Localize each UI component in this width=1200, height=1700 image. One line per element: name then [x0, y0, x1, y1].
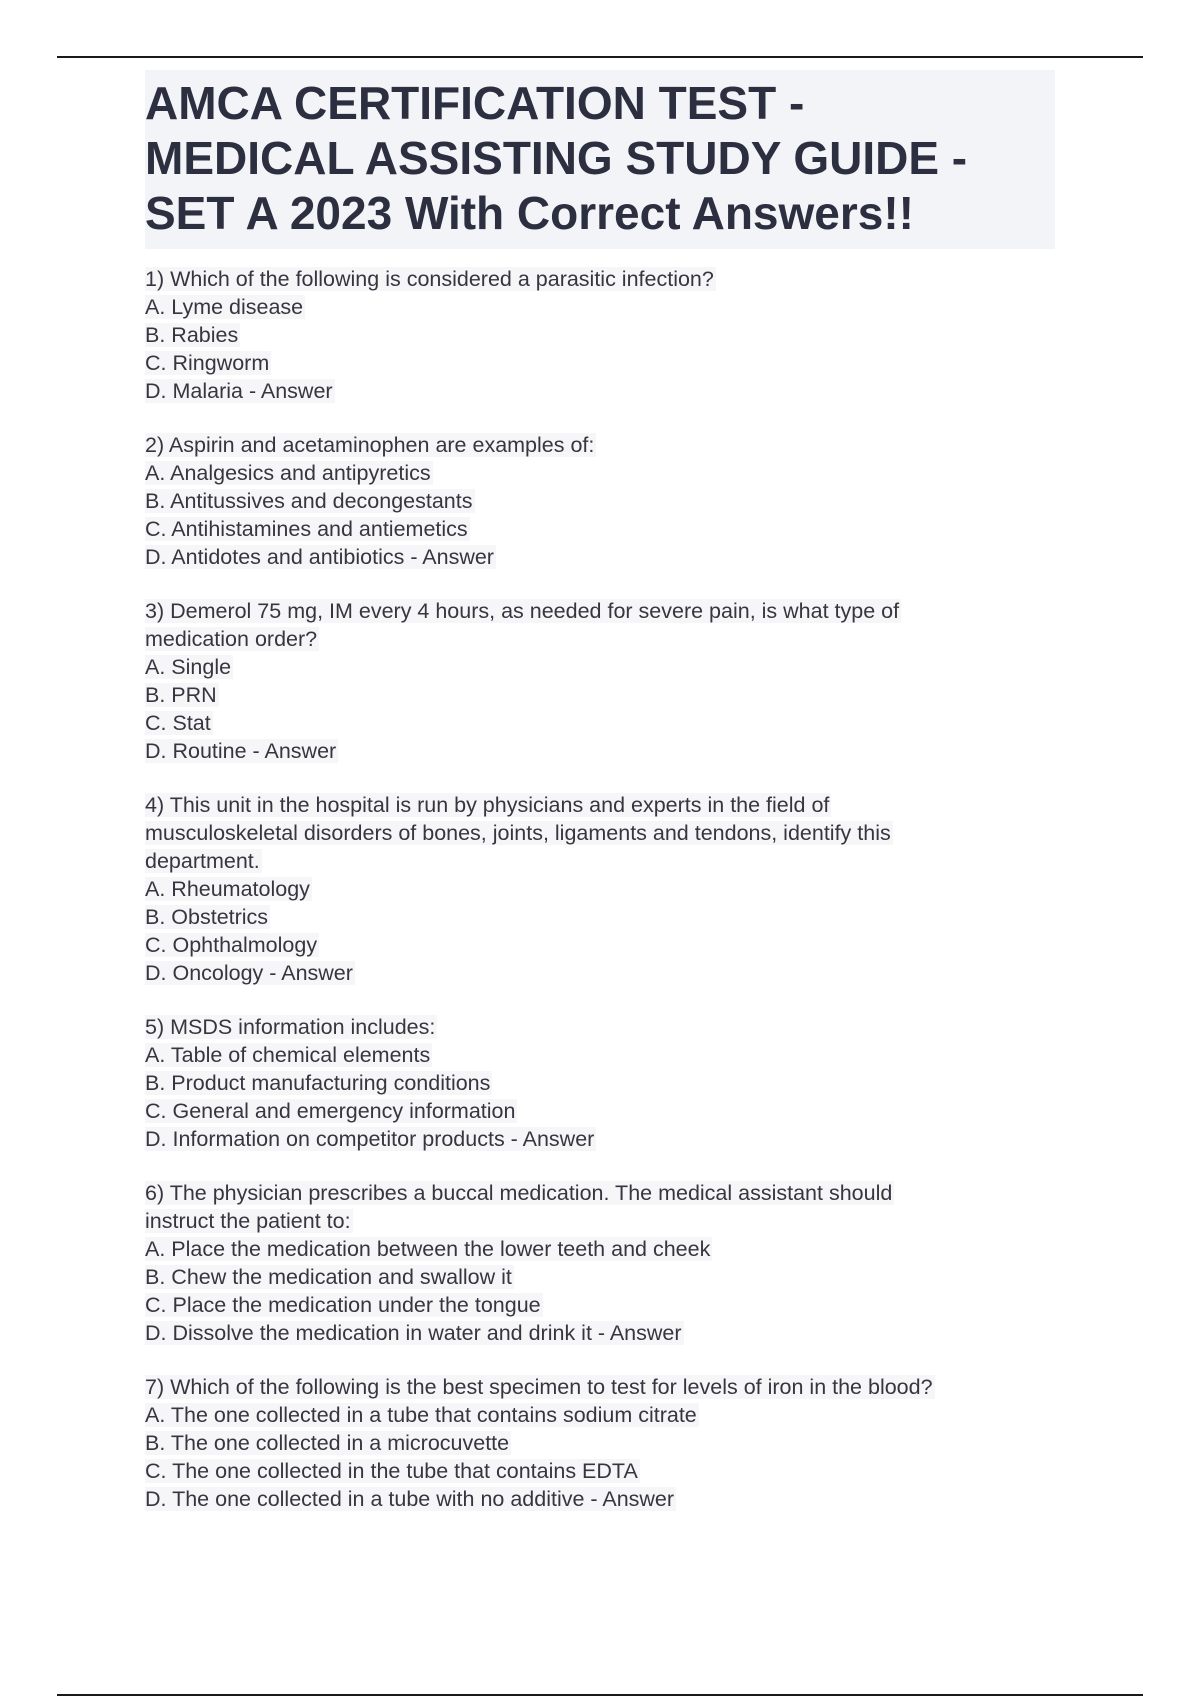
answer-option — [145, 515, 1065, 543]
title-line: MEDICAL ASSISTING STUDY GUIDE - — [145, 132, 968, 184]
option-text: A. Lyme disease — [145, 295, 304, 319]
answer-option — [145, 543, 1065, 571]
answer-option — [145, 653, 1065, 681]
question-stem-text: 5) MSDS information includes: — [145, 1015, 436, 1039]
option-text: D. Dissolve the medication in water and drink it - Answer — [145, 1321, 682, 1345]
answer-option — [145, 377, 1065, 405]
option-text: A. Rheumatology — [145, 877, 310, 901]
option-text: D. Information on competitor products - Answer — [145, 1127, 595, 1151]
question-stem-text: 4) This unit in the hospital is run by physicians and experts in the field of — [145, 793, 830, 817]
option-text: C. General and emergency information — [145, 1099, 516, 1123]
option-text: D. Malaria - Answer — [145, 379, 333, 403]
answer-option — [145, 1235, 1065, 1263]
answer-option — [145, 1263, 1065, 1291]
answer-option — [145, 737, 1065, 765]
bottom-rule — [57, 1694, 1143, 1696]
option-text: D. The one collected in a tube with no additive - Answer — [145, 1487, 675, 1511]
question-stem-text: 7) Which of the following is the best specimen to test for levels of iron in the blood? — [145, 1375, 933, 1399]
answer-option — [145, 931, 1065, 959]
question-stem — [145, 847, 1065, 875]
option-text: C. Place the medication under the tongue — [145, 1293, 541, 1317]
question-list — [145, 265, 1065, 1539]
answer-option — [145, 681, 1065, 709]
option-text: A. Analgesics and antipyretics — [145, 461, 431, 485]
question-stem — [145, 1207, 1065, 1235]
option-text: C. Stat — [145, 711, 211, 735]
answer-option — [145, 1485, 1065, 1513]
question-stem — [145, 265, 1065, 293]
option-text: D. Antidotes and antibiotics - Answer — [145, 545, 494, 569]
top-rule — [57, 56, 1143, 58]
answer-option — [145, 1457, 1065, 1485]
answer-option — [145, 1401, 1065, 1429]
option-text: A. Table of chemical elements — [145, 1043, 431, 1067]
question-stem-text: medication order? — [145, 627, 318, 651]
option-text: D. Routine - Answer — [145, 739, 337, 763]
option-text: A. The one collected in a tube that contains sodium citrate — [145, 1403, 697, 1427]
option-text: B. Rabies — [145, 323, 239, 347]
question-stem — [145, 597, 1065, 625]
option-text: C. The one collected in the tube that contains EDTA — [145, 1459, 638, 1483]
answer-option — [145, 1291, 1065, 1319]
question-stem — [145, 1179, 1065, 1207]
question-3 — [145, 597, 1065, 765]
answer-option — [145, 959, 1065, 987]
question-stem — [145, 791, 1065, 819]
question-4 — [145, 791, 1065, 987]
answer-option — [145, 1097, 1065, 1125]
answer-option — [145, 459, 1065, 487]
title-line: AMCA CERTIFICATION TEST - — [145, 77, 805, 129]
question-stem — [145, 1013, 1065, 1041]
question-stem-text: department. — [145, 849, 260, 873]
answer-option — [145, 1125, 1065, 1153]
answer-option — [145, 321, 1065, 349]
option-text: B. The one collected in a microcuvette — [145, 1431, 510, 1455]
answer-option — [145, 903, 1065, 931]
question-6 — [145, 1179, 1065, 1347]
question-stem — [145, 625, 1065, 653]
document-title — [145, 70, 1055, 249]
option-text: C. Ringworm — [145, 351, 270, 375]
option-text: C. Antihistamines and antiemetics — [145, 517, 468, 541]
answer-option — [145, 349, 1065, 377]
question-5 — [145, 1013, 1065, 1153]
option-text: B. PRN — [145, 683, 217, 707]
answer-option — [145, 293, 1065, 321]
question-stem-text: 3) Demerol 75 mg, IM every 4 hours, as needed for severe pain, is what type of — [145, 599, 900, 623]
question-stem-text: instruct the patient to: — [145, 1209, 351, 1233]
question-7 — [145, 1373, 1065, 1513]
question-stem-text: 1) Which of the following is considered a parasitic infection? — [145, 267, 714, 291]
answer-option — [145, 487, 1065, 515]
answer-option — [145, 1429, 1065, 1457]
question-stem — [145, 1373, 1065, 1401]
question-stem — [145, 431, 1065, 459]
title-line: SET A 2023 With Correct Answers!! — [145, 187, 914, 239]
answer-option — [145, 709, 1065, 737]
answer-option — [145, 1069, 1065, 1097]
question-stem-text: 2) Aspirin and acetaminophen are examples of: — [145, 433, 595, 457]
option-text: B. Obstetrics — [145, 905, 269, 929]
answer-option — [145, 875, 1065, 903]
question-stem — [145, 819, 1065, 847]
option-text: B. Antitussives and decongestants — [145, 489, 473, 513]
question-1 — [145, 265, 1065, 405]
option-text: A. Place the medication between the lower teeth and cheek — [145, 1237, 711, 1261]
option-text: B. Product manufacturing conditions — [145, 1071, 491, 1095]
answer-option — [145, 1319, 1065, 1347]
option-text: A. Single — [145, 655, 232, 679]
option-text: D. Oncology - Answer — [145, 961, 353, 985]
option-text: B. Chew the medication and swallow it — [145, 1265, 512, 1289]
answer-option — [145, 1041, 1065, 1069]
option-text: C. Ophthalmology — [145, 933, 318, 957]
question-stem-text: musculoskeletal disorders of bones, joints, ligaments and tendons, identify this — [145, 821, 891, 845]
question-2 — [145, 431, 1065, 571]
question-stem-text: 6) The physician prescribes a buccal medication. The medical assistant should — [145, 1181, 893, 1205]
